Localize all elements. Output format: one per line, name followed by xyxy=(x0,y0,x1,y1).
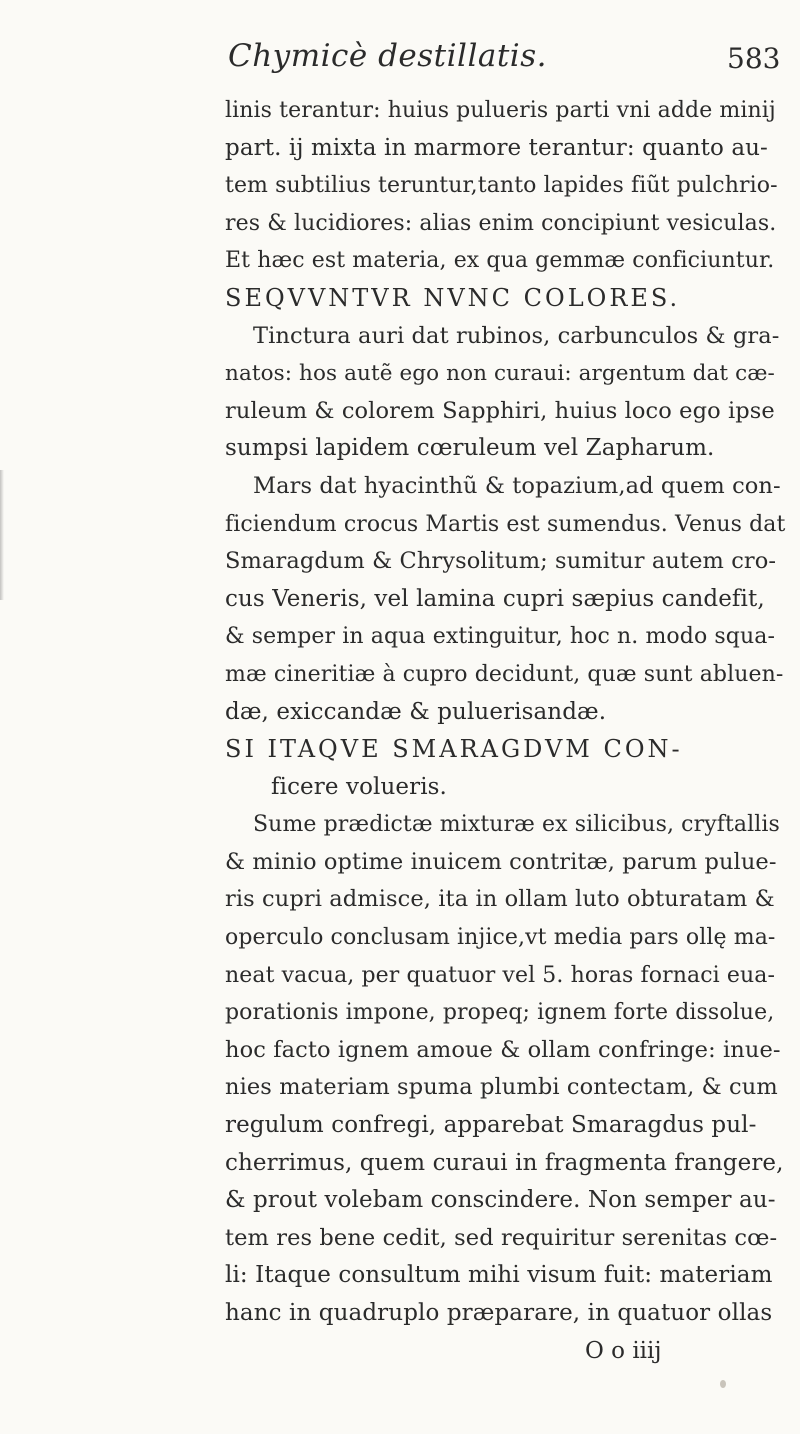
page-header xyxy=(0,36,800,86)
section-heading-continuation: ficere volueris. xyxy=(271,773,447,800)
text-line: & minio optime inuicem contritæ, parum pulue- xyxy=(225,848,777,875)
text-line: hoc facto ignem amoue & ollam confringe: inue- xyxy=(225,1036,781,1063)
text-line: dæ, exiccandæ & puluerisandæ. xyxy=(225,698,607,725)
text-line: res & lucidiores: alias enim concipiunt vesiculas. xyxy=(225,210,777,236)
text-line: operculo conclusam injice,vt media pars ollę ma- xyxy=(225,925,776,951)
section-heading: SEQVVNTVR NVNC COLORES. xyxy=(225,283,681,312)
text-line: Et hæc est materia, ex qua gemmæ conficiuntur. xyxy=(225,248,775,274)
text-line: porationis impone, propeq; ignem forte dissolue, xyxy=(225,1000,775,1026)
page-edge-shadow xyxy=(0,470,4,600)
text-line: cherrimus, quem curaui in fragmenta frangere, xyxy=(225,1149,784,1176)
text-line: Sume prædictæ mixturæ ex silicibus, cryftallis xyxy=(253,812,780,838)
running-title: Chymicè destillatis. xyxy=(228,38,547,74)
text-line: & prout volebam conscindere. Non semper au- xyxy=(225,1187,776,1214)
ink-smudge xyxy=(720,1380,726,1388)
text-line: Smaragdum & Chrysolitum; sumitur autem cro- xyxy=(225,548,777,575)
text-line: mæ cineritiæ à cupro decidunt, quæ sunt abluen- xyxy=(225,661,784,687)
text-line: tem res bene cedit, sed requiritur serenitas cœ- xyxy=(225,1224,778,1251)
text-line: Tinctura auri dat rubinos, carbunculos & gra- xyxy=(253,322,780,349)
text-line: part. ij mixta in marmore terantur: quanto au- xyxy=(225,134,768,161)
signature-mark: O o iiij xyxy=(585,1337,662,1364)
section-heading: SI ITAQVE SMARAGDVM CON- xyxy=(225,735,683,764)
text-line: neat vacua, per quatuor vel 5. horas fornaci eua- xyxy=(225,962,775,988)
body-text xyxy=(225,92,786,1370)
text-line: regulum confregi, apparebat Smaragdus pul- xyxy=(225,1112,757,1139)
page-number: 583 xyxy=(727,42,781,75)
text-line: tem subtilius teruntur,tanto lapides fiũt pulchrio- xyxy=(225,173,778,199)
text-line: ruleum & colorem Sapphiri, huius loco ego ipse xyxy=(225,397,775,424)
text-line: ficiendum crocus Martis est sumendus. Venus dat xyxy=(225,511,786,537)
text-line: Mars dat hyacinthũ & topazium,ad quem con- xyxy=(253,472,781,499)
text-line: ris cupri admisce, ita in ollam luto obturatam & xyxy=(225,886,775,913)
text-line: li: Itaque consultum mihi visum fuit: materiam xyxy=(225,1262,773,1289)
text-line: natos: hos autẽ ego non curaui: argentum dat cæ- xyxy=(225,361,775,387)
text-line: & semper in aqua extinguitur, hoc n. modo squa- xyxy=(225,624,775,650)
text-line: sumpsi lapidem cœruleum vel Zapharum. xyxy=(225,435,715,462)
text-line: nies materiam spuma plumbi contectam, & cum xyxy=(225,1074,778,1101)
text-line: linis terantur: huius pulueris parti vni adde minij xyxy=(225,98,776,123)
text-line: hanc in quadruplo præparare, in quatuor ollas xyxy=(225,1300,773,1326)
text-line: cus Veneris, vel lamina cupri sæpius candefit, xyxy=(225,585,765,612)
